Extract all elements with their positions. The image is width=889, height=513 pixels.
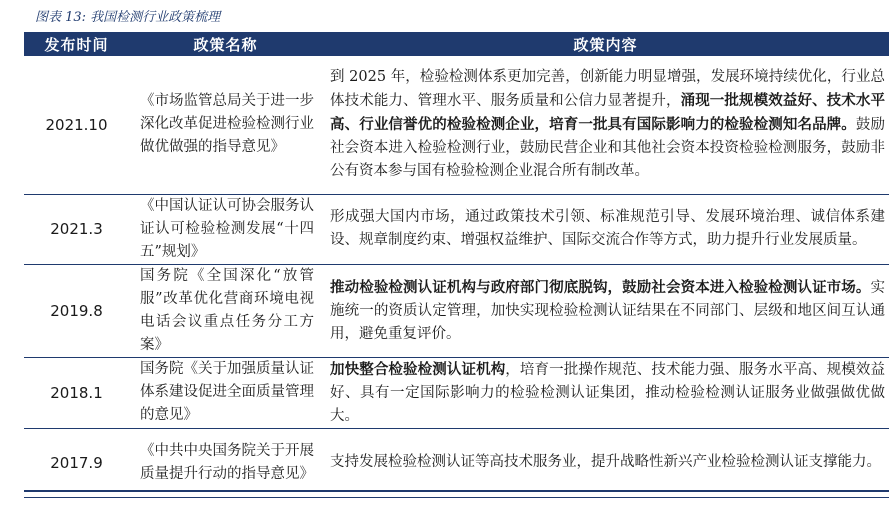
row-policy-name: 国务院《关于加强质量认证体系建设促进全面质量管理的意见》 <box>129 357 322 428</box>
figure-caption: 图表 13: 我国检测行业政策梳理 <box>35 10 221 25</box>
row-date: 2019.8 <box>24 264 129 357</box>
content-segment-bold: 推动检验检测认证机构与政府部门彻底脱钩，鼓励社会资本进入检验检测认证市场。 <box>330 278 871 296</box>
row-date: 2017.9 <box>24 428 129 497</box>
bottom-rule <box>24 490 889 492</box>
row-policy-name: 国务院《全国深化“放管服”改革优化营商环境电视电话会议重点任务分工方案》 <box>129 264 322 357</box>
content-segment: 形成强大国内市场，通过政策技术引领、标准规范引导、发展环境治理、诚信体系建设、规章制度约束、增强权益维护、国际交流合作等方式，助力提升行业发展质量。 <box>330 209 885 248</box>
table-row <box>24 357 889 428</box>
row-policy-content <box>322 56 889 194</box>
content-segment: ，培育一批操作规范、技术能力强、服务水平高、规模效益好、具有一定国际影响力的检验检测认证集团，推动检验检测认证服务业做强做优做大。 <box>330 361 885 424</box>
row-policy-content <box>322 264 889 357</box>
row-date: 2018.1 <box>24 357 129 428</box>
column-header-date: 发布时间 <box>24 32 129 56</box>
row-policy-name: 《市场监管总局关于进一步深化改革促进检验检测行业做优做强的指导意见》 <box>129 56 322 194</box>
row-date: 2021.10 <box>24 56 129 194</box>
table-row <box>24 428 889 497</box>
row-policy-content <box>322 194 889 264</box>
row-policy-name: 《中共中央国务院关于开展质量提升行动的指导意见》 <box>129 428 322 497</box>
row-date: 2021.3 <box>24 194 129 264</box>
row-policy-content <box>322 357 889 428</box>
content-segment: 鼓励社会资本进入检验检测行业，鼓励民营企业和其他社会资本投资检验检测服务，鼓励非公有资本参与国有检验检测企业混合所有制改革。 <box>330 117 885 180</box>
content-segment: 到 2025 年，检验检测体系更加完善，创新能力明显增强，发展环境持续优化，行业总体技术能力、管理水平、服务质量和公信力显著提升， <box>330 69 885 110</box>
table-row <box>24 56 889 194</box>
table-header-row <box>24 32 889 56</box>
content-segment: 支持发展检验检测认证等高技术服务业，提升战略性新兴产业检验检测认证支撑能力。 <box>330 454 881 470</box>
content-segment-bold: 涌现一批规模效益好、技术水平高、行业信誉优的检验检测企业，培育一批具有国际影响力的检验检测知名品牌。 <box>330 92 885 134</box>
table-row <box>24 264 889 357</box>
column-header-policy-name: 政策名称 <box>129 32 322 56</box>
content-segment: 实施统一的资质认定管理，加快实现检验检测认证结果在不同部门、层级和地区间互认通用，避免重复评价。 <box>330 279 885 342</box>
table-row <box>24 194 889 264</box>
row-policy-name: 《中国认证认可协会服务认证认可检验检测发展“十四五”规划》 <box>129 194 322 264</box>
column-header-policy-content: 政策内容 <box>322 32 889 56</box>
row-policy-content <box>322 428 889 497</box>
content-segment-bold: 加快整合检验检测认证机构 <box>330 360 506 378</box>
policy-table <box>24 32 889 498</box>
